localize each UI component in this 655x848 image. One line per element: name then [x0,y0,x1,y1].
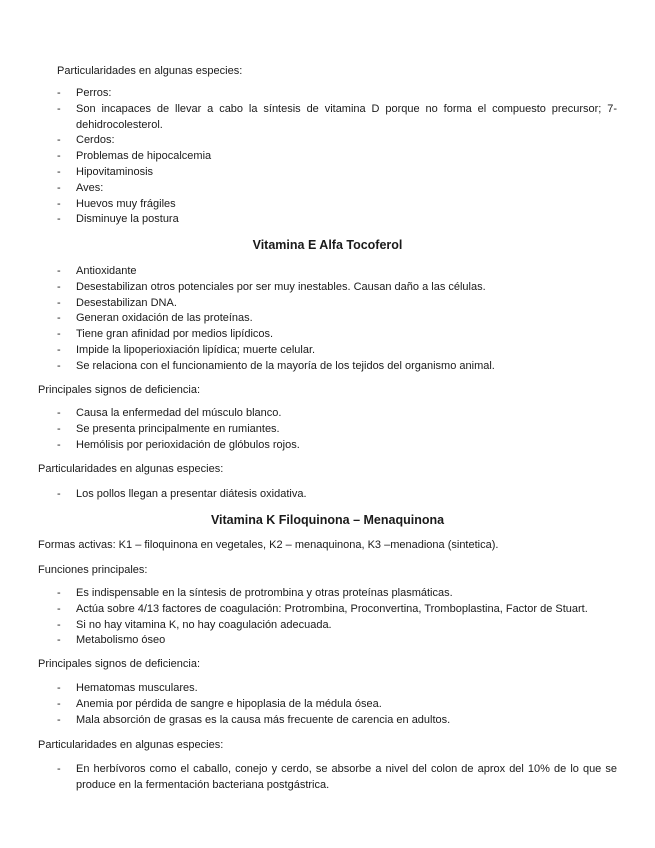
list-item: - Son incapaces de llevar a cabo la síntesis de vitamina D porque no forma el compuesto precursor; 7-dehidrocolesterol. [57,102,617,134]
list-item: - Generan oxidación de las proteínas. [57,311,617,327]
vitamin-e-species-heading: Particularidades en algunas especies: [38,463,224,475]
list-item: - Desestabilizan otros potenciales por ser muy inestables. Causan daño a las células. [57,280,617,296]
vitamin-k-signs-heading: Principales signos de deficiencia: [38,658,201,670]
list-item: - Anemia por pérdida de sangre e hipoplasia de la médula ósea. [57,697,617,713]
vitamin-k-species-heading: Particularidades en algunas especies: [38,739,224,751]
vitamin-k-title: Vitamina K Filoquinona – Menaquinona [210,513,445,527]
species-heading-vitamin-d: Particularidades en algunas especies: [57,65,243,77]
list-item: - Aves: [57,181,617,197]
vitamin-k-active-forms: Formas activas: K1 – filoquinona en vegetales, K2 – menaquinona, K3 –menadiona (sintetica). [38,539,499,551]
vitamin-e-signs-heading: Principales signos de deficiencia: [38,384,201,396]
vitamin-k-signs-list [57,681,617,728]
list-item: - Tiene gran afinidad por medios lipídicos. [57,327,617,343]
list-item: - Si no hay vitamina K, no hay coagulación adecuada. [57,618,617,634]
vitamin-k-species-list [57,762,617,794]
list-item: - Actúa sobre 4/13 factores de coagulación: Protrombina, Proconvertina, Tromboplastina, Factor de Stuart. [57,602,617,618]
list-item: - Problemas de hipocalcemia [57,149,617,165]
vitamin-e-species-list [57,487,617,503]
list-item: - Antioxidante [57,264,617,280]
list-item: - Disminuye la postura [57,212,617,228]
list-item: - Causa la enfermedad del músculo blanco. [57,406,617,422]
vitamin-k-functions-list [57,586,617,649]
list-item: - Se relaciona con el funcionamiento de la mayoría de los tejidos del organismo animal. [57,359,617,375]
list-item: - Es indispensable en la síntesis de protrombina y otras proteínas plasmáticas. [57,586,617,602]
list-item: - Se presenta principalmente en rumiantes. [57,422,617,438]
list-item: - Mala absorción de grasas es la causa más frecuente de carencia en adultos. [57,713,617,729]
list-item: - Desestabilizan DNA. [57,296,617,312]
list-item: - Huevos muy frágiles [57,197,617,213]
vitamin-k-functions-heading: Funciones principales: [38,564,148,576]
list-item: - En herbívoros como el caballo, conejo y cerdo, se absorbe a nivel del colon de aprox del 10% de lo que se produce en la fermentación bacteriana postgástrica. [57,762,617,794]
list-item: - Metabolismo óseo [57,633,617,649]
list-item: - Hipovitaminosis [57,165,617,181]
vitamin-e-list [57,264,617,375]
vitamin-e-signs-list [57,406,617,453]
list-item: - Hemólisis por perioxidación de glóbulos rojos. [57,438,617,454]
vitamin-e-title: Vitamina E Alfa Tocoferol [252,238,403,252]
list-item: - Cerdos: [57,133,617,149]
list-item: - Hematomas musculares. [57,681,617,697]
species-list-vitamin-d [57,86,617,228]
list-item: - Perros: [57,86,617,102]
list-item: - Impide la lipoperioxiación lipídica; muerte celular. [57,343,617,359]
list-item: - Los pollos llegan a presentar diátesis oxidativa. [57,487,617,503]
